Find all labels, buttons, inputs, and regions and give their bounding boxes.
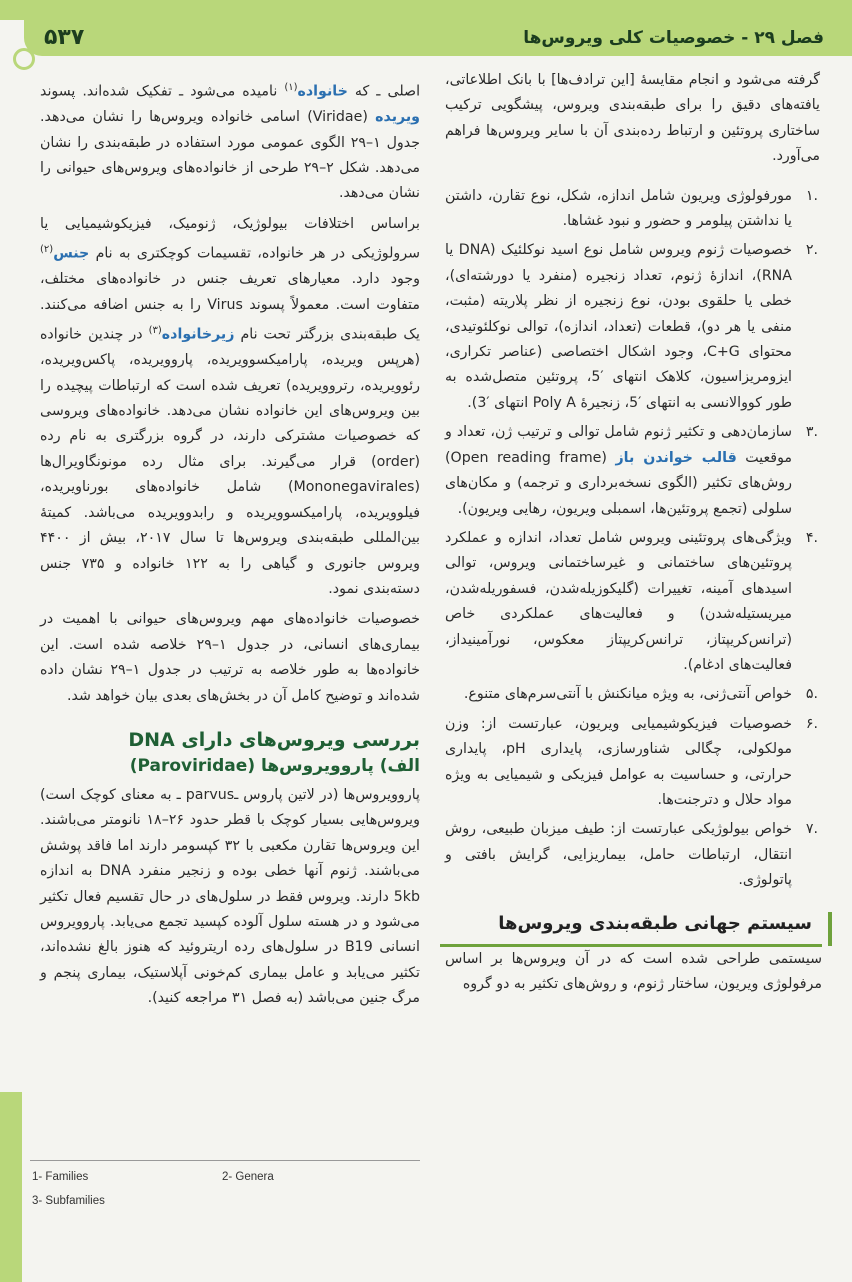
top-color-strip: [0, 0, 852, 20]
footnote-2: 2- Genera: [222, 1171, 274, 1183]
text-run: (Viridae) اسامی خانواده ویروس‌ها را نشان می‌دهد. جدول ۱–۲۹ الگوی عمومی مورد استفاده در طبقه‌بندی را نشان می‌دهد. شکل ۲–۲۹ طرحی از خانواده‌های ویروس‌های حیوانی را نشان می‌دهد.: [40, 109, 421, 202]
list-text: مورفولوژی ویریون شامل اندازه، شکل، نوع تقارن، داشتن یا نداشتن پیلومر و حضور و نبود غشاها.: [445, 187, 792, 230]
footnote-ref: (۲): [40, 244, 54, 256]
footnote-3: 3- Subfamilies: [32, 1195, 105, 1207]
list-text-b: (Open reading frame) روش‌های تکثیر (الگوی نسخه‌برداری و ترجمه) و مکان‌های سلولی (تجمع پروتئین‌ها، اسمبلی ویریون، رهایی ویریون).: [445, 449, 792, 517]
parvoviridae-heading: الف) پاروویروس‌ها (Paroviridae): [129, 755, 420, 776]
keyword-subfamily: زیرخانواده: [161, 326, 235, 343]
keyword-viridae: ویریده: [375, 109, 420, 126]
footnote-1: 1- Families: [32, 1171, 89, 1183]
list-text-a: سازمان‌دهی و تکثیر ژنوم شامل توالی و ترتیب ژن، تعداد و موقعیت: [445, 424, 793, 466]
list-number: ۴.: [805, 529, 818, 546]
left-column: [40, 75, 420, 1017]
page-number: ۵۳۷: [44, 25, 85, 50]
classification-heading: سیستم جهانی طبقه‌بندی ویروس‌ها: [498, 912, 812, 934]
list-text: خصوصیات ژنوم ویروس شامل نوع اسید نوکلئیک (DNA یا RNA)، اندازهٔ ژنوم، تعداد زنجیره (منفرد یا دورشته‌ای)، خطی یا حلقوی بودن، نوع زنجیره از نظر پلاریته (مثبت، منفی یا هر دو)، قطعات (تعداد، اندازه)، توالی نوکلئوتیدی، محتوای C+G، وجود اشکال اختصاصی (عناصر تکراری، ایزومریزاسیون، کلاهک انتهای ′5، پروتئین متصل‌شده به طور کووالانسی به انتهای ′5، زنجیرهٔ Poly A انتهای ′3).: [445, 242, 793, 411]
text-run: در چندین خانواده (هرپس ویریده، پارامیکسوویریده، پاروویریده، پاکس‌ویریده، رئوویریده، رتروویریده) تعریف شده است که ارتباطات پیچیده را بین ویروس‌های این خانواده نشان می‌دهد. خانواده‌های ویروسی که خصوصیات مشترکی دارند، در گروه بزرگتری به نام رده (order) قرار می‌گیرند. برای مثال رده مونونگاویرال‌ها (Mononegavirales) شامل خانواده‌های بورناویریده، فیلوویریده، پارامیکسوویریده و رابدوویریده می‌باشد. کمیتهٔ بین‌المللی طبقه‌بندی ویروس‌ها تا سال ۲۰۱۷، بیش از ۴۴۰۰ ویروس جانوری و گیاهی را به ۱۲۲ خانواده و ۷۳۵ جنس دسته‌بندی نمود.: [40, 326, 420, 597]
text-run: اصلی ـ که: [347, 83, 421, 100]
right-column: [445, 68, 820, 1002]
list-text: ویژگی‌های پروتئینی ویروس شامل تعداد، اندازه و عملکرد پروتئین‌های ساختمانی و غیرساختمانی ویروس، توالی اسیدهای آمینه، تغییرات (گلیکوزیله‌شدن، فسفوریله‌شدن، میریستیله‌شدن) و فعالیت‌های عملکردی خاص (ترانس‌کریپتاز، ترانس‌کریپتاز معکوس، نورآمینیداز، فعالیت‌های ادغام).: [445, 529, 792, 673]
footnote-ref: (۳): [148, 325, 162, 337]
footnote-ref: (۱): [284, 82, 298, 93]
list-number: ۱.: [805, 187, 818, 204]
genera-paragraph: [40, 212, 420, 603]
list-number: ۵.: [805, 686, 818, 703]
parvovirus-paragraph: پاروویروس‌ها (در لاتین پاروس ـparvus ـ به معنای کوچک است) ویروس‌هایی بسیار کوچک با قطر حدود ۲۶–۱۸ نانومتر می‌باشند. این ویروس‌ها تقارن مکعبی با ۳۲ کپسومر دارند اما فاقد پوشش می‌باشند. ژنوم آنها خطی بوده و زنجیر منفرد DNA به اندازه 5kb دارند. ویروس فقط در سلول‌های در حال تقسیم فعال تکثیر می‌شود و در هسته سلول آلوده کپسید تجمع می‌یابد. پاروویروس انسانی B19 در سلول‌های رده اریتروئید که هنوز بالغ نشده‌اند، تکثیر می‌یابد و عامل بیماری کم‌خونی آپلاستیک، بیماری پنجم و مرگ جنین می‌باشد (به فصل ۳۱ مراجعه کنید).: [40, 786, 420, 1007]
list-item: [445, 238, 820, 416]
footnotes: [30, 1160, 420, 1207]
properties-list: [445, 184, 820, 894]
list-text: خواص بیولوژیکی عبارتست از: طیف میزبان طبیعی، روش انتقال، ارتباطات حامل، بیماریزایی، گرایش بافتی و پاتولوژی.: [445, 821, 792, 889]
list-item: [445, 420, 820, 522]
list-item: [445, 712, 820, 814]
dna-viruses-heading: بررسی ویروس‌های دارای DNA: [128, 728, 420, 751]
list-text: خصوصیات فیزیکوشیمیایی ویریون، عبارتست از: وزن مولکولی، چگالی شناورسازی، پایداری pH، پایداری حرارتی، و حساسیت به عوامل فیزیکی و شیمیایی به ویژه مواد حلال و دترجنت‌ها.: [445, 715, 793, 808]
text-run: نامیده می‌شود ـ تفکیک شده‌اند. پسوند: [40, 83, 285, 100]
list-number: ۷.: [805, 821, 818, 838]
text-run: براساس اختلافات بیولوژیک، ژنومیک، فیزیکوشیمیایی یا سرولوژیکی در هر خانواده، تقسیمات کوچکتری به نام: [40, 215, 420, 262]
keyword-families: خانواده: [297, 83, 348, 100]
families-paragraph: [40, 75, 420, 207]
section-accent-bar: [828, 912, 832, 946]
list-number: ۳.: [805, 424, 818, 441]
list-item: [445, 526, 820, 678]
list-item: [445, 817, 820, 893]
keyword-open-reading-frame: قالب خواندن باز: [615, 449, 737, 466]
keyword-genus: جنس: [53, 245, 90, 262]
list-item: [445, 184, 820, 235]
side-color-bar: [0, 1092, 22, 1282]
list-number: ۲.: [805, 242, 818, 259]
page-header: [24, 20, 852, 56]
list-number: ۶.: [805, 715, 818, 732]
header-circle-ornament: [13, 48, 35, 70]
list-item: [445, 682, 820, 707]
classification-paragraph: سیستمی طراحی شده است که در آن ویروس‌ها بر اساس مرفولوژی ویریون، ساختار ژنوم، و روش‌های تکثیر به دو گروه: [445, 950, 822, 992]
list-text: خواص آنتی‌ژنی، به ویژه میانکنش با آنتی‌سرم‌های متنوع.: [463, 686, 792, 703]
classification-section: [445, 910, 822, 998]
intro-paragraph: گرفته می‌شود و انجام مقایسهٔ [این ترادف‌ها] با بانک اطلاعاتی، یافته‌های دقیق را برای طبقه‌بندی ویروس، پیشگویی ترکیب ساختاری پروتئین و ارتباط رده‌بندی آن با سایر ویروس‌ها فراهم می‌آورد.: [445, 72, 820, 165]
summary-paragraph: خصوصیات خانواده‌های مهم ویروس‌های حیوانی با اهمیت در بیماری‌های انسانی، در جدول ۱–۲۹ خلاصه شده است. این خانواده‌ها به طور خلاصه به ترتیب در جدول ۱–۲۹ نشان داده شده‌اند و توضیح کامل آن در بخش‌های بعدی بیان خواهد شد.: [40, 611, 420, 704]
chapter-title: فصل ۲۹ - خصوصیات کلی ویروس‌ها: [523, 28, 824, 48]
text-run: وجود دارد. معیارهای تعریف جنس در خانواده‌های مختلف، متفاوت است. معمولاً پسوند Virus را به جنس اضافه می‌کنند. یک طبقه‌بندی بزرگتر تحت نام: [40, 271, 421, 343]
